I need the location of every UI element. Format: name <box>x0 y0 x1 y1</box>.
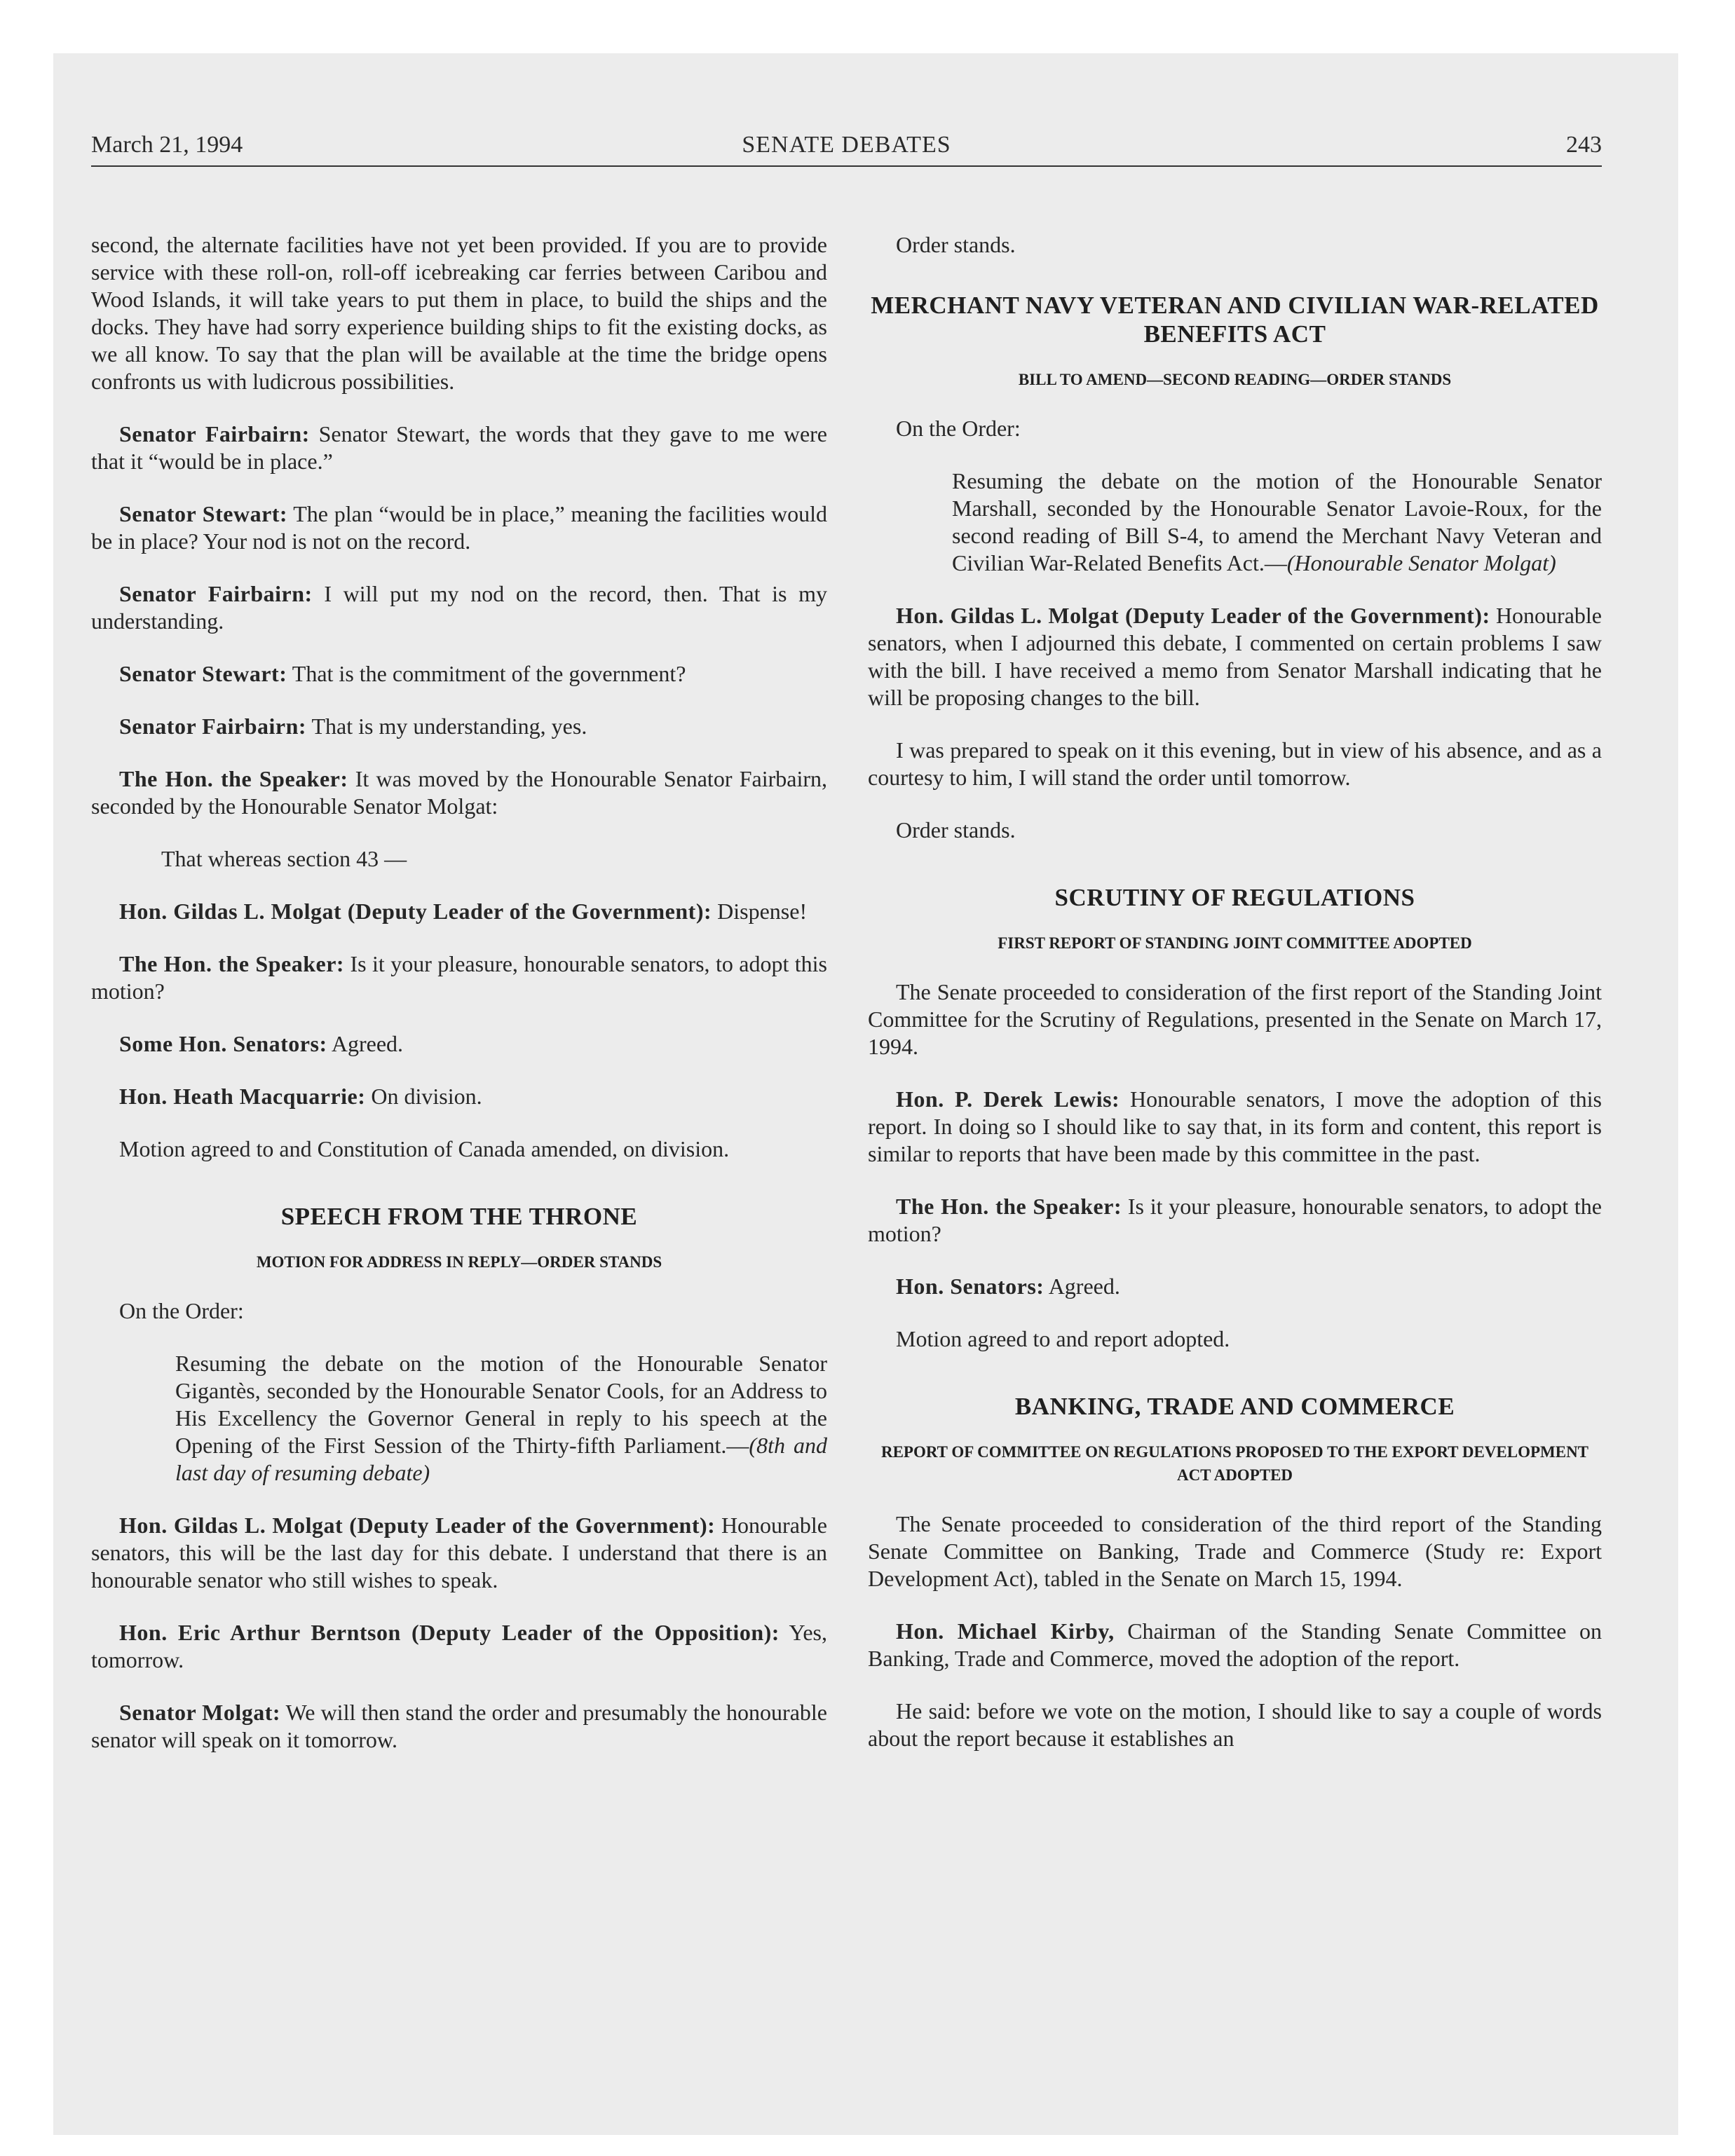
quoted-motion <box>868 468 1602 577</box>
paragraph: Motion agreed to and Constitution of Canada amended, on division. <box>119 1136 730 1161</box>
motion-note: (Honourable Senator Molgat) <box>1286 550 1556 575</box>
speech-text: It was moved by the Honourable Senator Fairbairn, seconded by the Honourable Senator Molgat: <box>91 766 828 819</box>
paragraph: He said: before we vote on the motion, I should like to say a couple of words about the report because it establishes an <box>868 1698 1602 1751</box>
speech <box>91 421 827 475</box>
speech <box>91 1030 827 1058</box>
speech <box>91 1512 827 1594</box>
paragraph: Order stands. <box>896 232 1016 257</box>
speech-text: Dispense! <box>712 899 808 924</box>
speech <box>91 580 827 635</box>
section-subheading: FIRST REPORT OF STANDING JOINT COMMITTEE ADOPTED <box>998 934 1472 952</box>
speech <box>91 1699 827 1754</box>
speaker-name: Hon. Eric Arthur Berntson (Deputy Leader of the Opposition): <box>119 1620 780 1645</box>
header-title: SENATE DEBATES <box>742 132 951 158</box>
speaker-name: The Hon. the Speaker: <box>896 1194 1122 1219</box>
speaker-name: Some Hon. Senators: <box>119 1031 327 1056</box>
section-subheading: BILL TO AMEND—SECOND READING—ORDER STANDS <box>1018 371 1452 388</box>
speaker-name: Senator Fairbairn: <box>119 714 307 739</box>
section-subheading: REPORT OF COMMITTEE ON REGULATIONS PROPOSED TO THE EXPORT DEVELOPMENT ACT ADOPTED <box>880 1443 1589 1484</box>
speech-text: Agreed. <box>327 1031 404 1056</box>
speech-text: Agreed. <box>1044 1274 1120 1299</box>
order-label: On the Order: <box>896 416 1021 441</box>
speaker-name: Hon. Gildas L. Molgat (Deputy Leader of the Government): <box>896 603 1490 628</box>
speaker-name: The Hon. the Speaker: <box>119 766 348 791</box>
speaker-name: Hon. Gildas L. Molgat (Deputy Leader of the Government): <box>119 899 712 924</box>
speech-text: Senator Stewart, the words that they gave to me were that it “would be in place.” <box>91 421 828 474</box>
header-page-number: 243 <box>1566 132 1602 158</box>
speech <box>91 1083 827 1110</box>
speech-text: Honourable senators, I move the adoption of this report. In doing so I should like to say that, in its form and content, this report is similar to reports that have been made by this committee in the past. <box>868 1086 1603 1166</box>
paragraph: Order stands. <box>896 817 1016 842</box>
motion-text: Resuming the debate on the motion of the Honourable Senator Marshall, seconded by the Honourable Senator Lavoie-Roux, for the second reading of Bill S-4, to amend the Merchant Navy Veteran and Civilian War-Related Benefits Act.— <box>952 468 1602 575</box>
order-label: On the Order: <box>119 1298 244 1323</box>
section-subheading: MOTION FOR ADDRESS IN REPLY—ORDER STANDS <box>256 1253 662 1271</box>
speaker-name: Hon. Gildas L. Molgat (Deputy Leader of the Government): <box>119 1513 716 1538</box>
speech-text: On division. <box>365 1084 482 1109</box>
speech <box>91 950 827 1005</box>
paragraph: I was prepared to speak on it this evening, but in view of his absence, and as a courtesy to him, I will stand the order until tomorrow. <box>868 737 1602 790</box>
speaker-name: The Hon. the Speaker: <box>119 951 345 976</box>
speech <box>868 602 1602 711</box>
speech <box>91 898 827 925</box>
speech-text: Is it your pleasure, honourable senators, to adopt the motion? <box>868 1194 1603 1246</box>
left-column <box>91 231 827 1779</box>
speech-text: Yes, tomorrow. <box>91 1620 828 1672</box>
paragraph: The Senate proceeded to consideration of the third report of the Standing Senate Committee on Banking, Trade and Commerce (Study re: Export Development Act), tabled in the Senate on March 15, 1994. <box>868 1511 1602 1591</box>
speech <box>868 1193 1602 1248</box>
speaker-name: Hon. P. Derek Lewis: <box>896 1086 1120 1112</box>
speech <box>868 1618 1602 1672</box>
paragraph: The Senate proceeded to consideration of the first report of the Standing Joint Committee for the Scrutiny of Regulations, presented in the Senate on March 17, 1994. <box>868 979 1602 1059</box>
header-date: March 21, 1994 <box>91 132 243 158</box>
speech-text: We will then stand the order and presumably the honourable senator will speak on it tomorrow. <box>91 1700 828 1752</box>
quoted-motion <box>91 1350 827 1487</box>
paragraph: Motion agreed to and report adopted. <box>896 1326 1230 1351</box>
speech <box>91 500 827 555</box>
speech <box>868 1086 1602 1168</box>
speech-text: The plan “would be in place,” meaning the facilities would be in place? Your nod is not on the record. <box>91 501 828 554</box>
speech-text: That is the commitment of the government? <box>287 661 686 686</box>
quoted-motion: That whereas section 43 — <box>161 846 407 871</box>
speech <box>868 1273 1602 1300</box>
motion-text: Resuming the debate on the motion of the Honourable Senator Gigantès, seconded by the Honourable Senator Cools, for an Address to His Excellency the Governor General in reply to his speech at the Opening of the First Session of the Thirty-fifth Parliament.— <box>175 1351 827 1458</box>
speech <box>91 1619 827 1674</box>
speaker-name: Senator Stewart: <box>119 661 287 686</box>
section-heading: SCRUTINY OF REGULATIONS <box>1054 884 1415 911</box>
speaker-name: Senator Fairbairn: <box>119 581 313 606</box>
speech-text: That is my understanding, yes. <box>306 714 587 739</box>
speech-text: Is it your pleasure, honourable senators, to adopt this motion? <box>91 951 828 1004</box>
speaker-name: Hon. Heath Macquarrie: <box>119 1084 366 1109</box>
paragraph: second, the alternate facilities have not yet been provided. If you are to provide service with these roll-on, roll-off icebreaking car ferries between Caribou and Wood Islands, it will take years to put them in place, to build the ships and the docks. They have had sorry experience building ships to fit the existing docks, as we all know. To say that the plan will be available at the time the bridge opens confronts us with ludicrous possibilities. <box>91 232 827 394</box>
speech <box>91 660 827 688</box>
speech-text: I will put my nod on the record, then. That is my understanding. <box>91 581 828 634</box>
speaker-name: Senator Fairbairn: <box>119 421 310 446</box>
section-heading: MERCHANT NAVY VETERAN AND CIVILIAN WAR-RELATED BENEFITS ACT <box>871 292 1599 348</box>
page-header <box>91 132 1602 167</box>
speech <box>91 765 827 820</box>
speech-text: Chairman of the Standing Senate Committee on Banking, Trade and Commerce, moved the adoption of the report. <box>868 1618 1603 1671</box>
speech-text: Honourable senators, when I adjourned this debate, I commented on certain problems I saw with the bill. I have received a memo from Senator Marshall indicating that he will be proposing changes to the bill. <box>868 603 1602 710</box>
speech <box>91 713 827 740</box>
section-heading: BANKING, TRADE AND COMMERCE <box>1014 1393 1455 1420</box>
motion-note: (8th and last day of resuming debate) <box>175 1433 828 1485</box>
speaker-name: Senator Molgat: <box>119 1700 281 1725</box>
speaker-name: Hon. Senators: <box>896 1274 1045 1299</box>
speaker-name: Hon. Michael Kirby, <box>896 1618 1115 1644</box>
speech-text: Honourable senators, this will be the last day for this debate. I understand that there is an honourable senator who still wishes to speak. <box>91 1513 828 1592</box>
right-column <box>868 231 1602 1778</box>
speaker-name: Senator Stewart: <box>119 501 288 526</box>
section-heading: SPEECH FROM THE THRONE <box>280 1203 638 1230</box>
